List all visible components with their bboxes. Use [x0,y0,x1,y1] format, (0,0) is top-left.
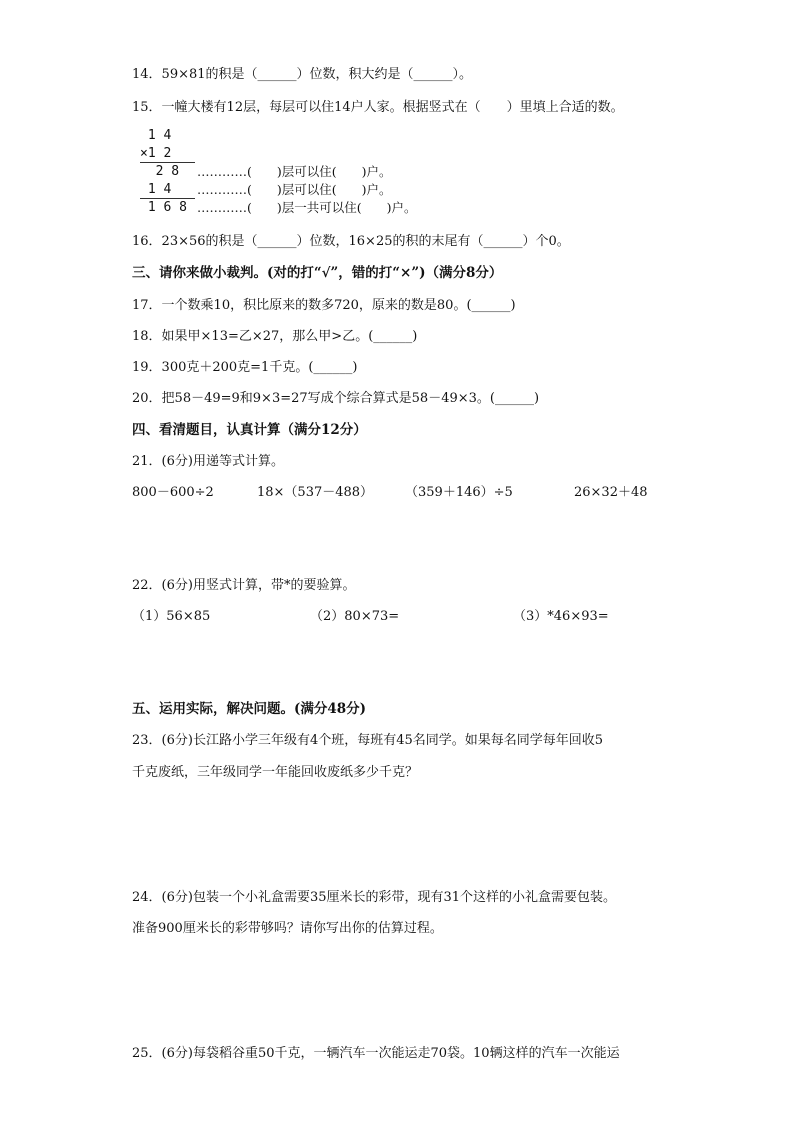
q21-item-1: 800－600÷2 [132,485,214,500]
question-21: 21．(6分)用递等式计算。 [132,454,284,469]
q21-item-3: （359＋146）÷5 [405,485,513,500]
question-24-line-2: 准备900厘米长的彩带够吗？请你写出你的估算过程。 [132,921,443,936]
vm-rule-2 [140,198,195,199]
question-23-line-2: 千克废纸，三年级同学一年能回收废纸多少千克？ [132,765,419,780]
vm-row-5: 1 6 8 [140,200,187,215]
vm-row-1: 1 4 [140,128,172,143]
vm-note-2: …………( )层可以住( )户。 [197,182,392,197]
section-4-heading: 四、看清题目，认真计算（满分12分） [132,422,367,438]
vm-note-1: …………( )层可以住( )户。 [197,164,392,179]
vm-note-3: …………( )层一共可以住( )户。 [197,200,417,215]
vm-row-4: 1 4 [140,182,172,197]
q22-item-2: （2）80×73= [310,609,400,624]
question-20: 20．把58－49=9和9×3=27写成个综合算式是58－49×3。(______) [132,391,540,406]
question-25: 25．(6分)每袋稻谷重50千克，一辆汽车一次能运走70袋。10辆这样的汽车一次能运 [132,1046,620,1061]
question-19: 19．300克＋200克=1千克。(______) [132,360,358,375]
section-3-heading: 三、请你来做小裁判。(对的打“√”，错的打“×”)（满分8分） [132,265,503,281]
vm-row-3: 2 8 [140,164,180,179]
q22-item-3: （3）*46×93= [513,609,609,624]
question-22: 22．(6分)用竖式计算，带*的要验算。 [132,578,356,593]
vm-rule-1 [140,162,195,163]
question-23-line-1: 23．(6分)长江路小学三年级有4个班，每班有45名同学。如果每名同学每年回收5 [132,733,604,748]
q21-item-2: 18×（537－488） [257,485,374,500]
question-18: 18．如果甲×13=乙×27，那么甲>乙。(______) [132,329,418,344]
question-16: 16．23×56的积是（______）位数，16×25的积的末尾有（______）个0。 [132,234,570,249]
section-5-heading: 五、运用实际，解决问题。(满分48分) [132,701,367,717]
question-24-line-1: 24．(6分)包装一个小礼盒需要35厘米长的彩带，现有31个这样的小礼盒需要包装。 [132,890,617,905]
vm-row-2: ×1 2 [140,146,172,161]
q21-item-4: 26×32＋48 [574,485,648,500]
question-14: 14．59×81的积是（______）位数，积大约是（______）。 [132,67,473,82]
q22-item-1: （1）56×85 [132,609,211,624]
question-15: 15．一幢大楼有12层，每层可以住14户人家。根据竖式在（ ）里填上合适的数。 [132,100,624,115]
question-17: 17．一个数乘10，积比原来的数多720，原来的数是80。(______) [132,298,516,313]
